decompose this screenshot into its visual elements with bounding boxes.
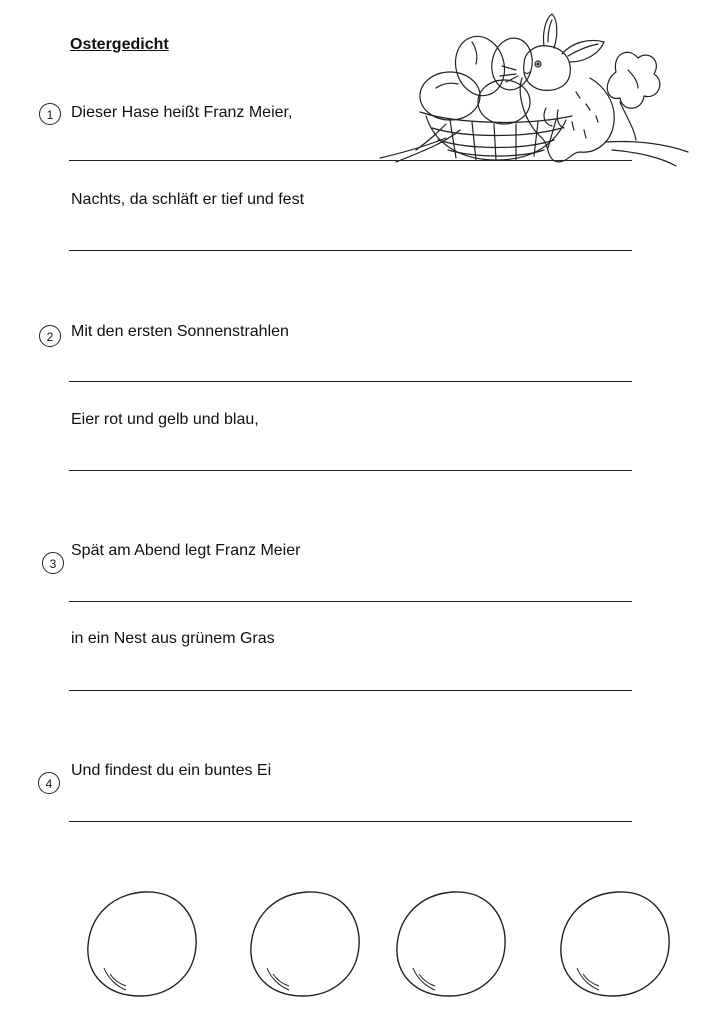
- answer-line[interactable]: [69, 821, 632, 822]
- answer-line[interactable]: [69, 250, 632, 251]
- poem-line: Nachts, da schläft er tief und fest: [71, 191, 305, 208]
- egg-outline-icon[interactable]: [557, 890, 677, 1000]
- egg-outline-icon[interactable]: [84, 890, 204, 1000]
- easter-bunny-basket-icon: [376, 12, 692, 172]
- answer-line[interactable]: [69, 470, 632, 471]
- page-title: Ostergedicht: [70, 36, 169, 53]
- poem-line: Dieser Hase heißt Franz Meier,: [71, 104, 293, 121]
- poem-line: Mit den ersten Sonnenstrahlen: [71, 323, 289, 340]
- answer-line[interactable]: [69, 601, 632, 602]
- answer-line[interactable]: [69, 381, 632, 382]
- poem-line: Und findest du ein buntes Ei: [71, 762, 272, 779]
- answer-line[interactable]: [69, 690, 632, 691]
- stanza-number-2: 2: [39, 325, 61, 347]
- answer-line[interactable]: [69, 160, 632, 161]
- stanza-number-3: 3: [42, 552, 64, 574]
- egg-outline-icon[interactable]: [247, 890, 367, 1000]
- stanza-number-1: 1: [39, 103, 61, 125]
- stanza-number-4: 4: [38, 772, 60, 794]
- poem-line: Spät am Abend legt Franz Meier: [71, 542, 301, 559]
- poem-line: Eier rot und gelb und blau,: [71, 411, 259, 428]
- egg-outline-icon[interactable]: [393, 890, 513, 1000]
- poem-line: in ein Nest aus grünem Gras: [71, 630, 275, 647]
